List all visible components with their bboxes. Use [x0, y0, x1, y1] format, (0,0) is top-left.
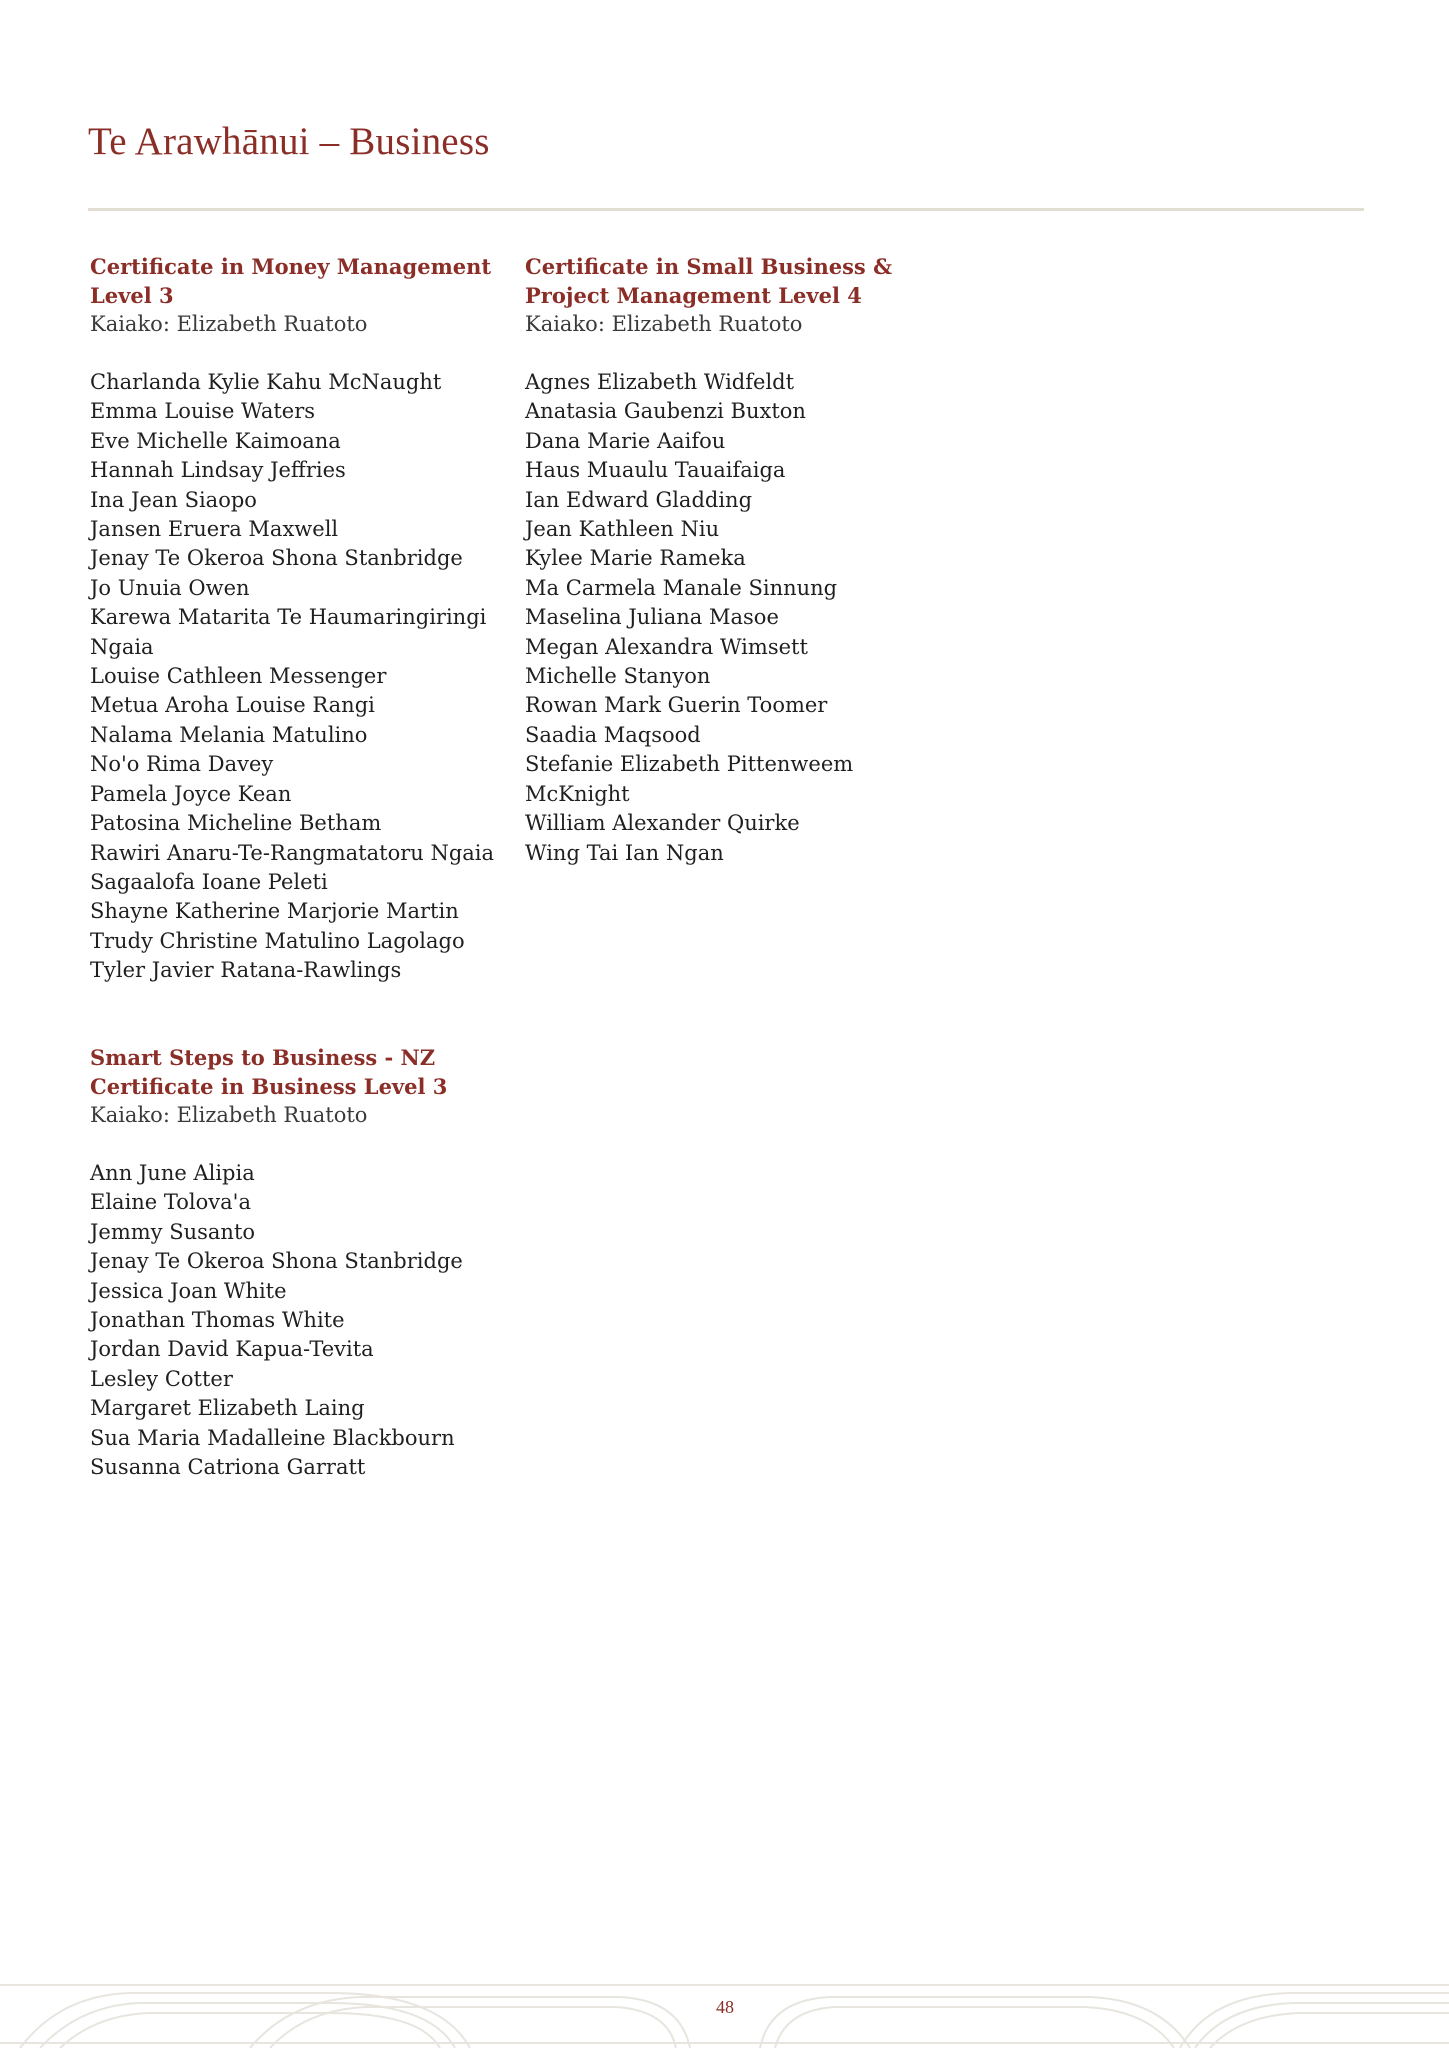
graduate-name: Trudy Christine Matulino Lagolago: [90, 928, 465, 953]
graduate-name: Jenay Te Okeroa Shona Stanbridge: [90, 1249, 463, 1274]
graduate-name: Susanna Catriona Garratt: [90, 1455, 366, 1480]
graduate-name: Dana Marie Aaifou: [525, 428, 726, 453]
graduate-name: Jonathan Thomas White: [90, 1308, 345, 1333]
section-tutor: Kaiako: Elizabeth Ruatoto: [90, 312, 368, 336]
graduate-name: Elaine Tolova'a: [90, 1190, 251, 1215]
graduate-name: Hannah Lindsay Jeffries: [90, 458, 346, 483]
graduate-name: Jo Unuia Owen: [90, 575, 250, 600]
graduate-name: Nalama Melania Matulino: [90, 722, 368, 747]
section-heading: Certificate in Small Business &: [525, 254, 893, 279]
graduate-name: Shayne Katherine Marjorie Martin: [90, 899, 459, 924]
graduate-list: [525, 368, 945, 868]
page-title: Te Arawhānui – Business: [88, 120, 490, 163]
section-heading-level: Project Management Level 4: [525, 283, 862, 308]
graduate-list: [90, 368, 510, 986]
section-heading: Smart Steps to Business - NZ: [90, 1045, 436, 1070]
section-tutor: Kaiako: Elizabeth Ruatoto: [525, 312, 803, 336]
graduate-name: Jean Kathleen Niu: [525, 517, 720, 542]
page-number: 48: [716, 1997, 734, 2017]
graduate-name: Wing Tai Ian Ngan: [525, 840, 724, 865]
graduate-name: Pamela Joyce Kean: [90, 781, 292, 806]
graduate-name: Ina Jean Siaopo: [90, 487, 257, 512]
graduate-name: Kylee Marie Rameka: [525, 546, 746, 571]
graduate-name: Eve Michelle Kaimoana: [90, 428, 341, 453]
graduate-list: [90, 1159, 510, 1482]
graduate-name: Karewa Matarita Te Haumaringiringi: [90, 605, 487, 630]
graduate-name: Jemmy Susanto: [90, 1219, 256, 1244]
graduate-name: No'o Rima Davey: [90, 752, 274, 777]
graduate-name: Jansen Eruera Maxwell: [90, 517, 339, 542]
graduate-name: Ann June Alipia: [90, 1161, 255, 1185]
graduate-name: Anatasia Gaubenzi Buxton: [525, 399, 806, 424]
graduate-name: Tyler Javier Ratana-Rawlings: [90, 958, 402, 983]
graduate-name: Emma Louise Waters: [90, 399, 316, 424]
graduate-name: Sagaalofa Ioane Peleti: [90, 869, 328, 894]
section-heading-level: Level 3: [90, 283, 174, 308]
graduate-name: Lesley Cotter: [90, 1366, 233, 1391]
graduate-name: Haus Muaulu Tauaifaiga: [525, 458, 786, 483]
graduate-name: Jenay Te Okeroa Shona Stanbridge: [90, 546, 463, 571]
graduate-name: Ma Carmela Manale Sinnung: [525, 575, 838, 600]
graduate-name: Jordan David Kapua-Tevita: [90, 1337, 374, 1362]
section-heading-level: Certificate in Business Level 3: [90, 1074, 448, 1099]
graduate-name: Ngaia: [90, 634, 154, 659]
graduate-name: Agnes Elizabeth Widfeldt: [525, 370, 795, 394]
graduate-name: Charlanda Kylie Kahu McNaught: [90, 370, 442, 394]
title-divider: [88, 208, 1364, 211]
graduate-name: Ian Edward Gladding: [525, 487, 753, 512]
graduate-name: Rawiri Anaru-Te-Rangmatatoru Ngaia: [90, 840, 495, 865]
section-small-business: [525, 252, 945, 868]
graduate-name: McKnight: [525, 781, 630, 806]
graduate-name: Saadia Maqsood: [525, 722, 701, 747]
graduate-name: Michelle Stanyon: [525, 664, 711, 689]
section-smart-steps: [90, 1043, 510, 1482]
section-tutor: Kaiako: Elizabeth Ruatoto: [90, 1103, 368, 1127]
graduate-name: Jessica Joan White: [90, 1278, 287, 1303]
graduate-name: Maselina Juliana Masoe: [525, 605, 779, 630]
section-heading: Certificate in Money Management: [90, 254, 492, 279]
graduate-name: William Alexander Quirke: [525, 811, 800, 836]
graduate-name: Rowan Mark Guerin Toomer: [525, 693, 828, 718]
section-money-management: [90, 252, 510, 986]
graduate-name: Patosina Micheline Betham: [90, 811, 382, 836]
graduate-name: Metua Aroha Louise Rangi: [90, 693, 375, 718]
graduate-name: Megan Alexandra Wimsett: [525, 634, 808, 659]
graduate-name: Louise Cathleen Messenger: [90, 664, 387, 689]
graduate-name: Margaret Elizabeth Laing: [90, 1396, 365, 1421]
graduate-name: Sua Maria Madalleine Blackbourn: [90, 1425, 455, 1450]
graduate-name: Stefanie Elizabeth Pittenweem: [525, 752, 854, 777]
